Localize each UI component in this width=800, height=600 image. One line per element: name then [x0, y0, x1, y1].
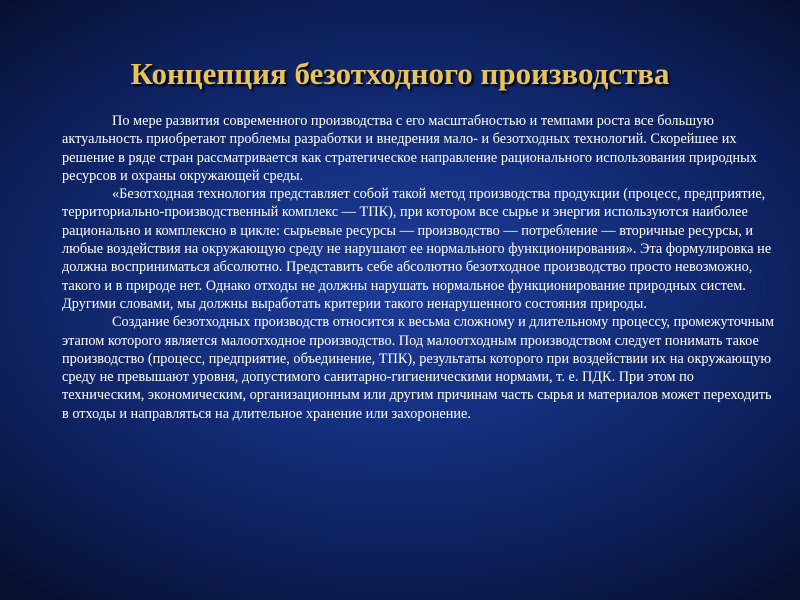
paragraph-low-waste: Создание безотходных производств относится к весьма сложному и длительному процессу, промежуточным этапом которого является малоотходное производство. Под малоотходным производством следует понимать такое производство (процесс, предприятие, объединение, ТПК), результаты которого при воздействии их на окружающую среду не превышают уровня, допустимого санитарно-гигиеническими нормами, т. е. ПДК. При этом по техническим, экономическим, организационным или другим причинам часть сырья и материалов может переходить в отходы и направляться на длительное хранение или захоронение.	[62, 314, 774, 422]
paragraph-definition: «Безотходная технология представляет собой такой метод производства продукции (процесс, предприятие, территориально-производственный комплекс — ТПК), при котором все сырье и энергия используются наиболее рационально и комплексно в цикле: сырьевые ресурсы — производство — потребление — вторичные ресурсы, и любые воздействия на окружающую среду не нарушают ее нормального функционирования». Эта формулировка не должна восприниматься абсолютно. Представить себе абсолютно безотходное производство просто невозможно, такого и в природе нет. Однако отходы не должны нарушать нормальное функционирование природных систем. Другими словами, мы должны выработать критерии такого ненарушенного состояния природы.	[62, 186, 772, 312]
slide-body	[62, 112, 774, 423]
paragraph-development: По мере развития современного производства с его масштабностью и темпами роста все большую актуальность приобретают проблемы разработки и внедрения мало- и безотходных технологий. Скорейшее их решение в ряде стран рассматривается как стратегическое направление рационального использования природных ресурсов и охраны окружающей среды.	[62, 113, 757, 184]
slide-title: Концепция безотходного производства	[130, 56, 670, 91]
